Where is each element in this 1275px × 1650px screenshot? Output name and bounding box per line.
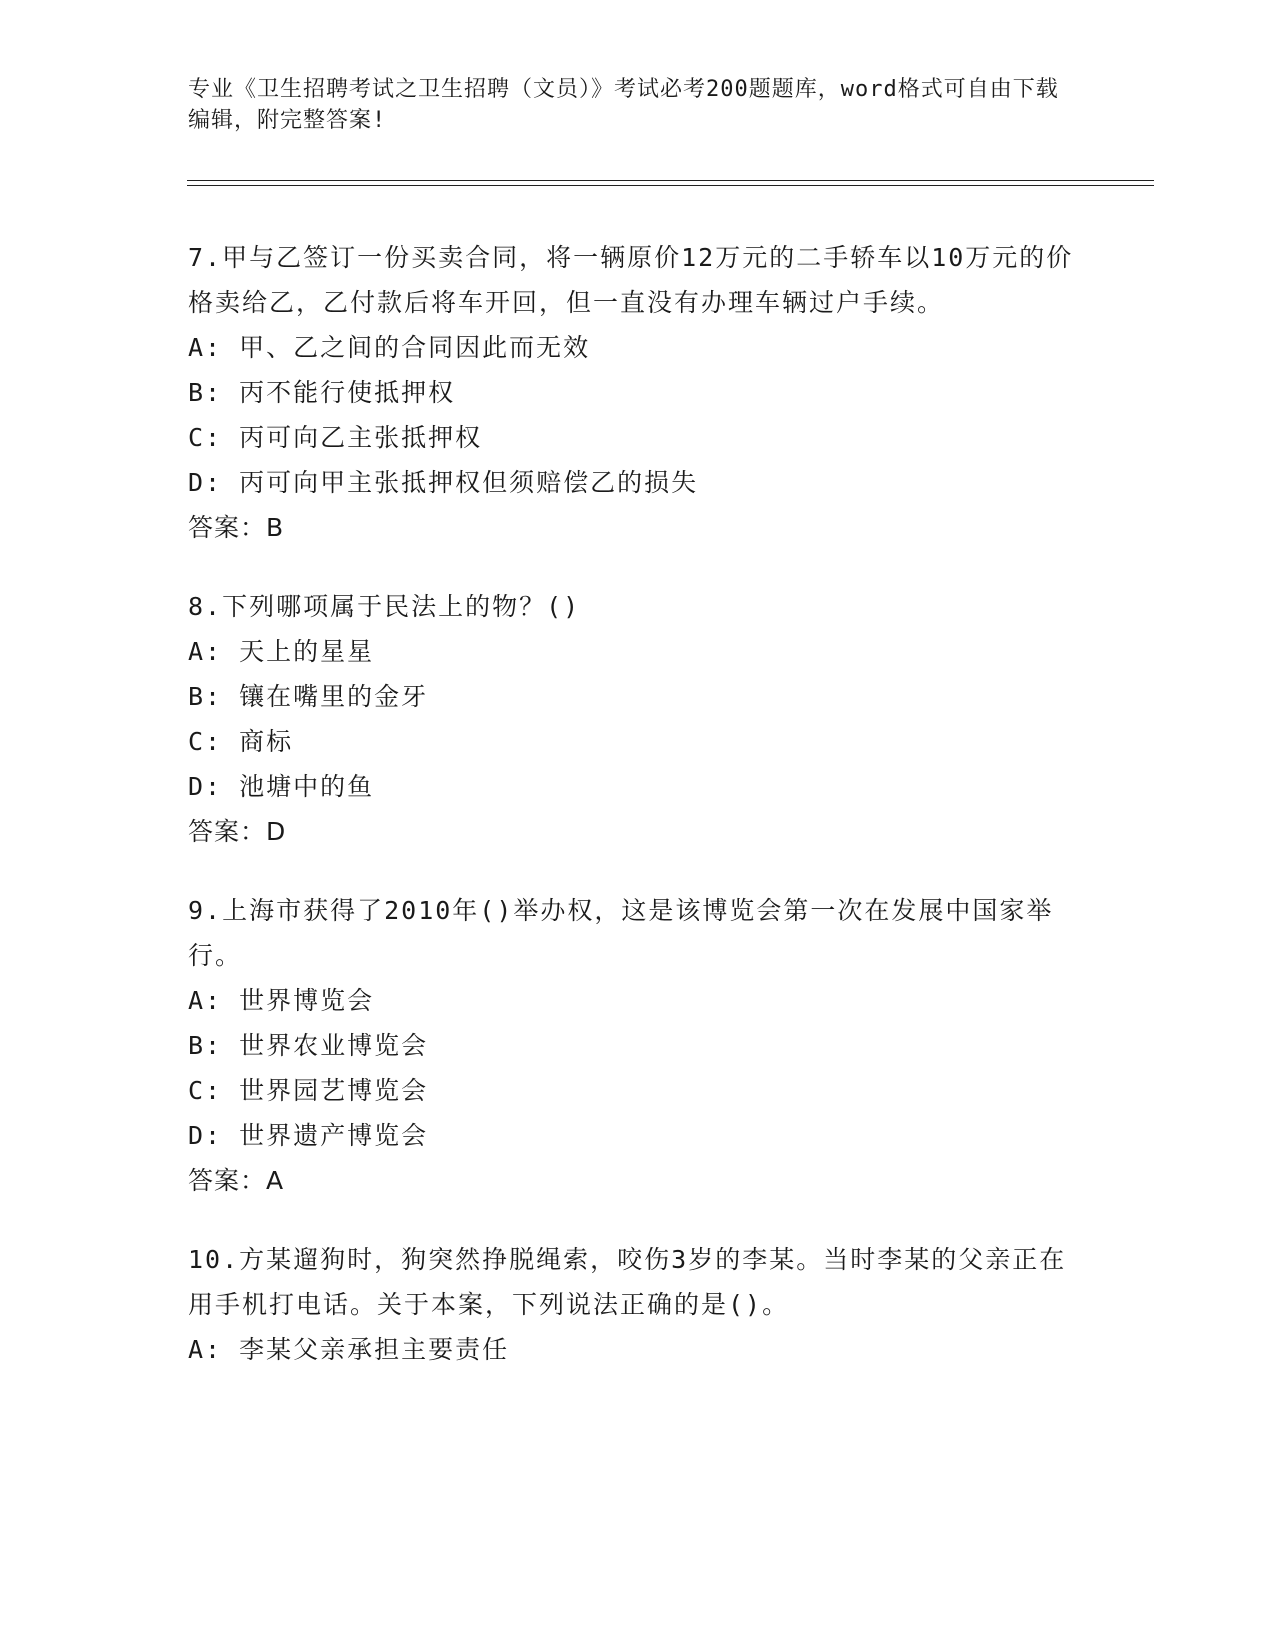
option-d: D: 世界遗产博览会 bbox=[188, 1121, 429, 1150]
question-10 bbox=[188, 1237, 1088, 1372]
question-list bbox=[188, 235, 1088, 1406]
option-b: B: 丙不能行使抵押权 bbox=[188, 378, 456, 407]
question-8 bbox=[188, 584, 1088, 854]
question-9 bbox=[188, 888, 1088, 1203]
document-header: 专业《卫生招聘考试之卫生招聘（文员）》考试必考200题题库，word格式可自由下载编辑，附完整答案! bbox=[188, 77, 1059, 133]
question-text: 8.下列哪项属于民法上的物？() bbox=[188, 592, 581, 621]
option-c: C: 商标 bbox=[188, 727, 294, 756]
option-b: B: 世界农业博览会 bbox=[188, 1031, 429, 1060]
option-a: A: 天上的星星 bbox=[188, 637, 375, 666]
question-text: 10.方某遛狗时，狗突然挣脱绳索，咬伤3岁的李某。当时李某的父亲正在用手机打电话。关于本案，下列说法正确的是()。 bbox=[188, 1245, 1067, 1319]
question-text: 7.甲与乙签订一份买卖合同，将一辆原价12万元的二手轿车以10万元的价格卖给乙，乙付款后将车开回，但一直没有办理车辆过户手续。 bbox=[188, 243, 1074, 317]
answer-line: 答案：D bbox=[188, 817, 287, 846]
header-rule-top bbox=[187, 180, 1154, 181]
question-7 bbox=[188, 235, 1088, 550]
option-d: D: 池塘中的鱼 bbox=[188, 772, 375, 801]
answer-line: 答案：A bbox=[188, 1166, 285, 1195]
option-c: C: 世界园艺博览会 bbox=[188, 1076, 429, 1105]
option-d: D: 丙可向甲主张抵押权但须赔偿乙的损失 bbox=[188, 468, 699, 497]
question-text: 9.上海市获得了2010年()举办权，这是该博览会第一次在发展中国家举行。 bbox=[188, 896, 1054, 970]
option-a: A: 李某父亲承担主要责任 bbox=[188, 1335, 510, 1364]
option-b: B: 镶在嘴里的金牙 bbox=[188, 682, 429, 711]
option-a: A: 甲、乙之间的合同因此而无效 bbox=[188, 333, 591, 362]
answer-line: 答案：B bbox=[188, 513, 285, 542]
option-a: A: 世界博览会 bbox=[188, 986, 375, 1015]
option-c: C: 丙可向乙主张抵押权 bbox=[188, 423, 483, 452]
header-rule-bottom bbox=[187, 185, 1154, 186]
